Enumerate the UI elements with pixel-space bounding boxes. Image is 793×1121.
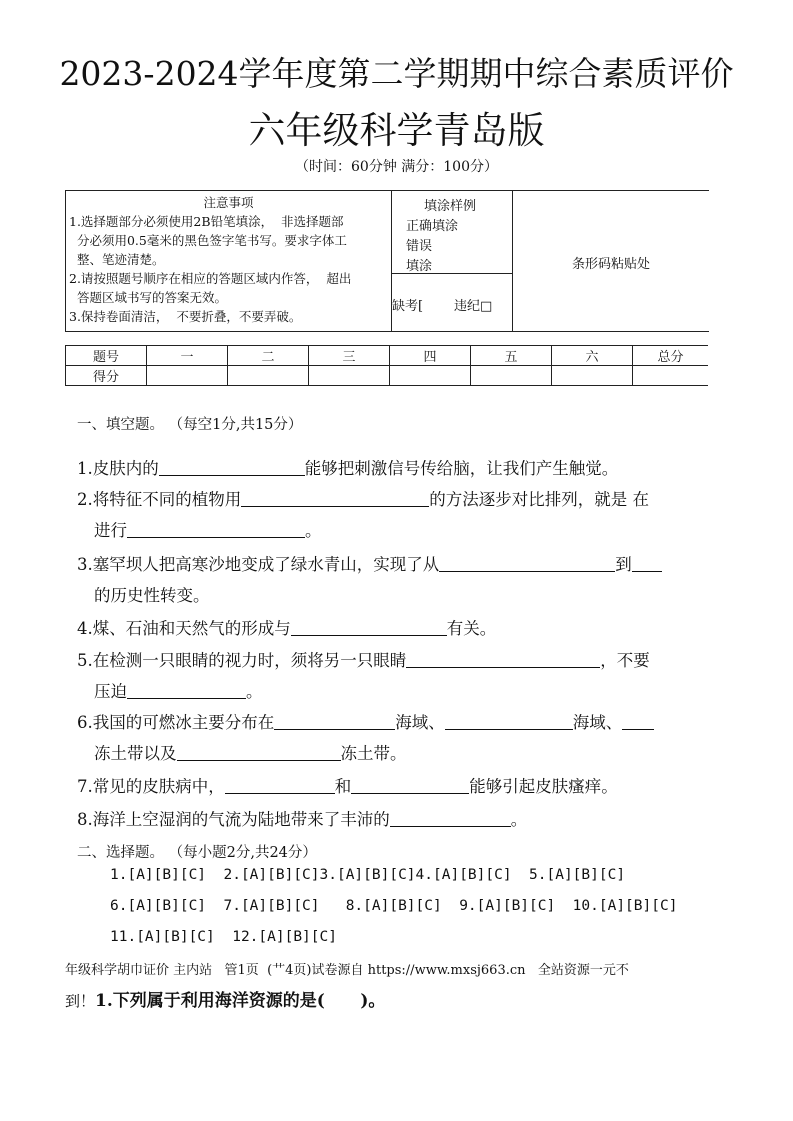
exam-subject-title: 六年级科学青岛版 bbox=[248, 109, 545, 152]
table-cell: 六 bbox=[552, 346, 633, 366]
sample-wrong-fill: 填涂 bbox=[406, 259, 433, 274]
answer-blank[interactable] bbox=[406, 651, 600, 668]
footer-source: 年级科学胡巾证价 主内站 管1页 (艹4页)试卷源自 https://www.mxsj663.cn 全站资源一元不 bbox=[65, 963, 629, 978]
answer-blank[interactable] bbox=[622, 713, 654, 730]
choice-row[interactable]: 1.[A][B][C] 2.[A][B][C]3.[A][B][C]4.[A][B][C] 5.[A][B][C] bbox=[110, 867, 626, 883]
question-5-cont bbox=[94, 678, 263, 702]
discipline-checkbox[interactable]: 违纪□ bbox=[454, 299, 493, 314]
q-text: 能够引起皮肤瘙痒。 bbox=[469, 777, 618, 796]
sample-correct: 正确填涂 bbox=[406, 219, 459, 234]
exam-title: 2023-2024学年度第二学期期中综合素质评价 bbox=[59, 54, 734, 93]
sample-heading: 填涂样例 bbox=[424, 199, 477, 214]
section2-heading: 二、选择题。 （每小题2分,共24分） bbox=[77, 845, 317, 861]
barcode-label: 条形码粘贴处 bbox=[571, 257, 650, 272]
answer-blank[interactable] bbox=[225, 777, 335, 794]
q-text: 到 bbox=[615, 555, 632, 574]
score-input[interactable] bbox=[390, 366, 471, 386]
question-3 bbox=[77, 551, 662, 575]
table-cell: 总分 bbox=[633, 346, 709, 366]
absent-checkbox[interactable]: 缺考[ bbox=[392, 299, 424, 314]
answer-blank[interactable] bbox=[177, 744, 341, 761]
q-text: 冻土带。 bbox=[340, 744, 407, 763]
table-cell: 得分 bbox=[66, 366, 147, 386]
notice-line: 答题区域书写的答案无效。 bbox=[69, 290, 227, 305]
q-text: 海域、 bbox=[395, 713, 445, 732]
score-table bbox=[65, 345, 708, 386]
q-text: 进行 bbox=[94, 521, 127, 540]
choice-row[interactable]: 6.[A][B][C] 7.[A][B][C] 8.[A][B][C] 9.[A][B][C] 10.[A][B][C] bbox=[110, 898, 678, 914]
q-text: 有关。 bbox=[446, 619, 497, 638]
q-text: 4.煤、石油和天然气的形成与 bbox=[77, 619, 291, 638]
score-input[interactable] bbox=[147, 366, 228, 386]
q-text: 海域、 bbox=[572, 713, 623, 732]
score-input[interactable] bbox=[552, 366, 633, 386]
score-input[interactable] bbox=[633, 366, 709, 386]
notice-heading: 注意事项 bbox=[203, 195, 254, 210]
q-text: 能够把刺激信号传给脑，让我们产生触觉。 bbox=[304, 459, 619, 478]
answer-blank[interactable] bbox=[351, 777, 469, 794]
sample-wrong: 错误 bbox=[406, 239, 433, 254]
footer-question bbox=[65, 986, 385, 1011]
q-text: 。 bbox=[510, 810, 528, 829]
table-cell: 四 bbox=[390, 346, 471, 366]
q-text: 的方法逐步对比排列，就是 在 bbox=[429, 490, 649, 509]
section1-heading: 一、填空题。 （每空1分,共15分） bbox=[77, 417, 303, 433]
question-2-cont bbox=[94, 517, 322, 541]
question-prompt: 1.下列属于利用海洋资源的是( )。 bbox=[95, 991, 386, 1011]
table-row bbox=[66, 366, 709, 386]
table-cell: 题号 bbox=[66, 346, 147, 366]
notice-line: 1.选择题部分必须使用2B铅笔填涂， 非选择题部 bbox=[69, 214, 344, 229]
question-2 bbox=[77, 486, 649, 510]
choice-row[interactable]: 11.[A][B][C] 12.[A][B][C] bbox=[110, 929, 337, 945]
table-cell: 五 bbox=[471, 346, 552, 366]
question-5 bbox=[77, 647, 650, 671]
notice-line: 2.请按照题号顺序在相应的答题区域内作答， 超出 bbox=[69, 271, 352, 286]
question-1 bbox=[77, 455, 618, 479]
score-input[interactable] bbox=[228, 366, 309, 386]
table-cell: 三 bbox=[309, 346, 390, 366]
q-text: 冻土带以及 bbox=[94, 744, 177, 763]
q-text: 5.在检测一只眼睛的视力时，须将另一只眼睛 bbox=[77, 651, 407, 670]
question-6 bbox=[77, 709, 654, 733]
divider bbox=[392, 273, 512, 274]
q-text: 。 bbox=[305, 521, 322, 540]
exam-time-score: （时间：60分钟 满分：100分） bbox=[295, 159, 498, 175]
barcode-area bbox=[513, 191, 709, 331]
question-7 bbox=[77, 773, 618, 797]
table-cell: 二 bbox=[228, 346, 309, 366]
footer-text: 到！ bbox=[65, 992, 96, 1010]
table-row bbox=[66, 346, 709, 366]
answer-blank[interactable] bbox=[241, 490, 429, 507]
notice-line: 整、笔迹清楚。 bbox=[69, 252, 165, 267]
score-input[interactable] bbox=[471, 366, 552, 386]
answer-blank[interactable] bbox=[127, 682, 246, 699]
notice-column bbox=[66, 191, 392, 331]
answer-blank[interactable] bbox=[274, 713, 395, 730]
question-6-cont bbox=[94, 740, 407, 764]
q-text: 6.我国的可燃冰主要分布在 bbox=[77, 713, 275, 732]
answer-blank[interactable] bbox=[445, 713, 573, 730]
q-text: 压迫 bbox=[94, 682, 127, 701]
question-8 bbox=[77, 806, 527, 830]
answer-blank[interactable] bbox=[127, 521, 305, 538]
question-3-cont: 的历史性转变。 bbox=[94, 586, 210, 605]
q-text: 3.塞罕坝人把高寒沙地变成了绿水青山，实现了从 bbox=[77, 555, 440, 574]
q-text: 1.皮肤内的 bbox=[77, 459, 159, 478]
notice-line: 分必须用0.5毫米的黑色签字笔书写。要求字体工 bbox=[69, 233, 347, 248]
q-text: 2.将特征不同的植物用 bbox=[77, 490, 242, 509]
table-cell: 一 bbox=[147, 346, 228, 366]
answer-blank[interactable] bbox=[159, 459, 305, 476]
q-text: 和 bbox=[334, 777, 352, 796]
question-4 bbox=[77, 615, 496, 639]
answer-blank[interactable] bbox=[632, 555, 662, 572]
answer-blank[interactable] bbox=[390, 810, 511, 827]
q-text: 。 bbox=[246, 682, 263, 701]
score-input[interactable] bbox=[309, 366, 390, 386]
fill-sample-column bbox=[392, 191, 513, 331]
q-text: ，不要 bbox=[600, 651, 650, 670]
notice-box bbox=[65, 190, 709, 332]
answer-blank[interactable] bbox=[291, 619, 447, 636]
answer-blank[interactable] bbox=[439, 555, 615, 572]
q-text: 8.海洋上空湿润的气流为陆地带来了丰沛的 bbox=[77, 810, 390, 829]
q-text: 7.常见的皮肤病中， bbox=[77, 777, 225, 796]
notice-line: 3.保持卷面清洁， 不要折叠，不要弄破。 bbox=[69, 309, 302, 324]
